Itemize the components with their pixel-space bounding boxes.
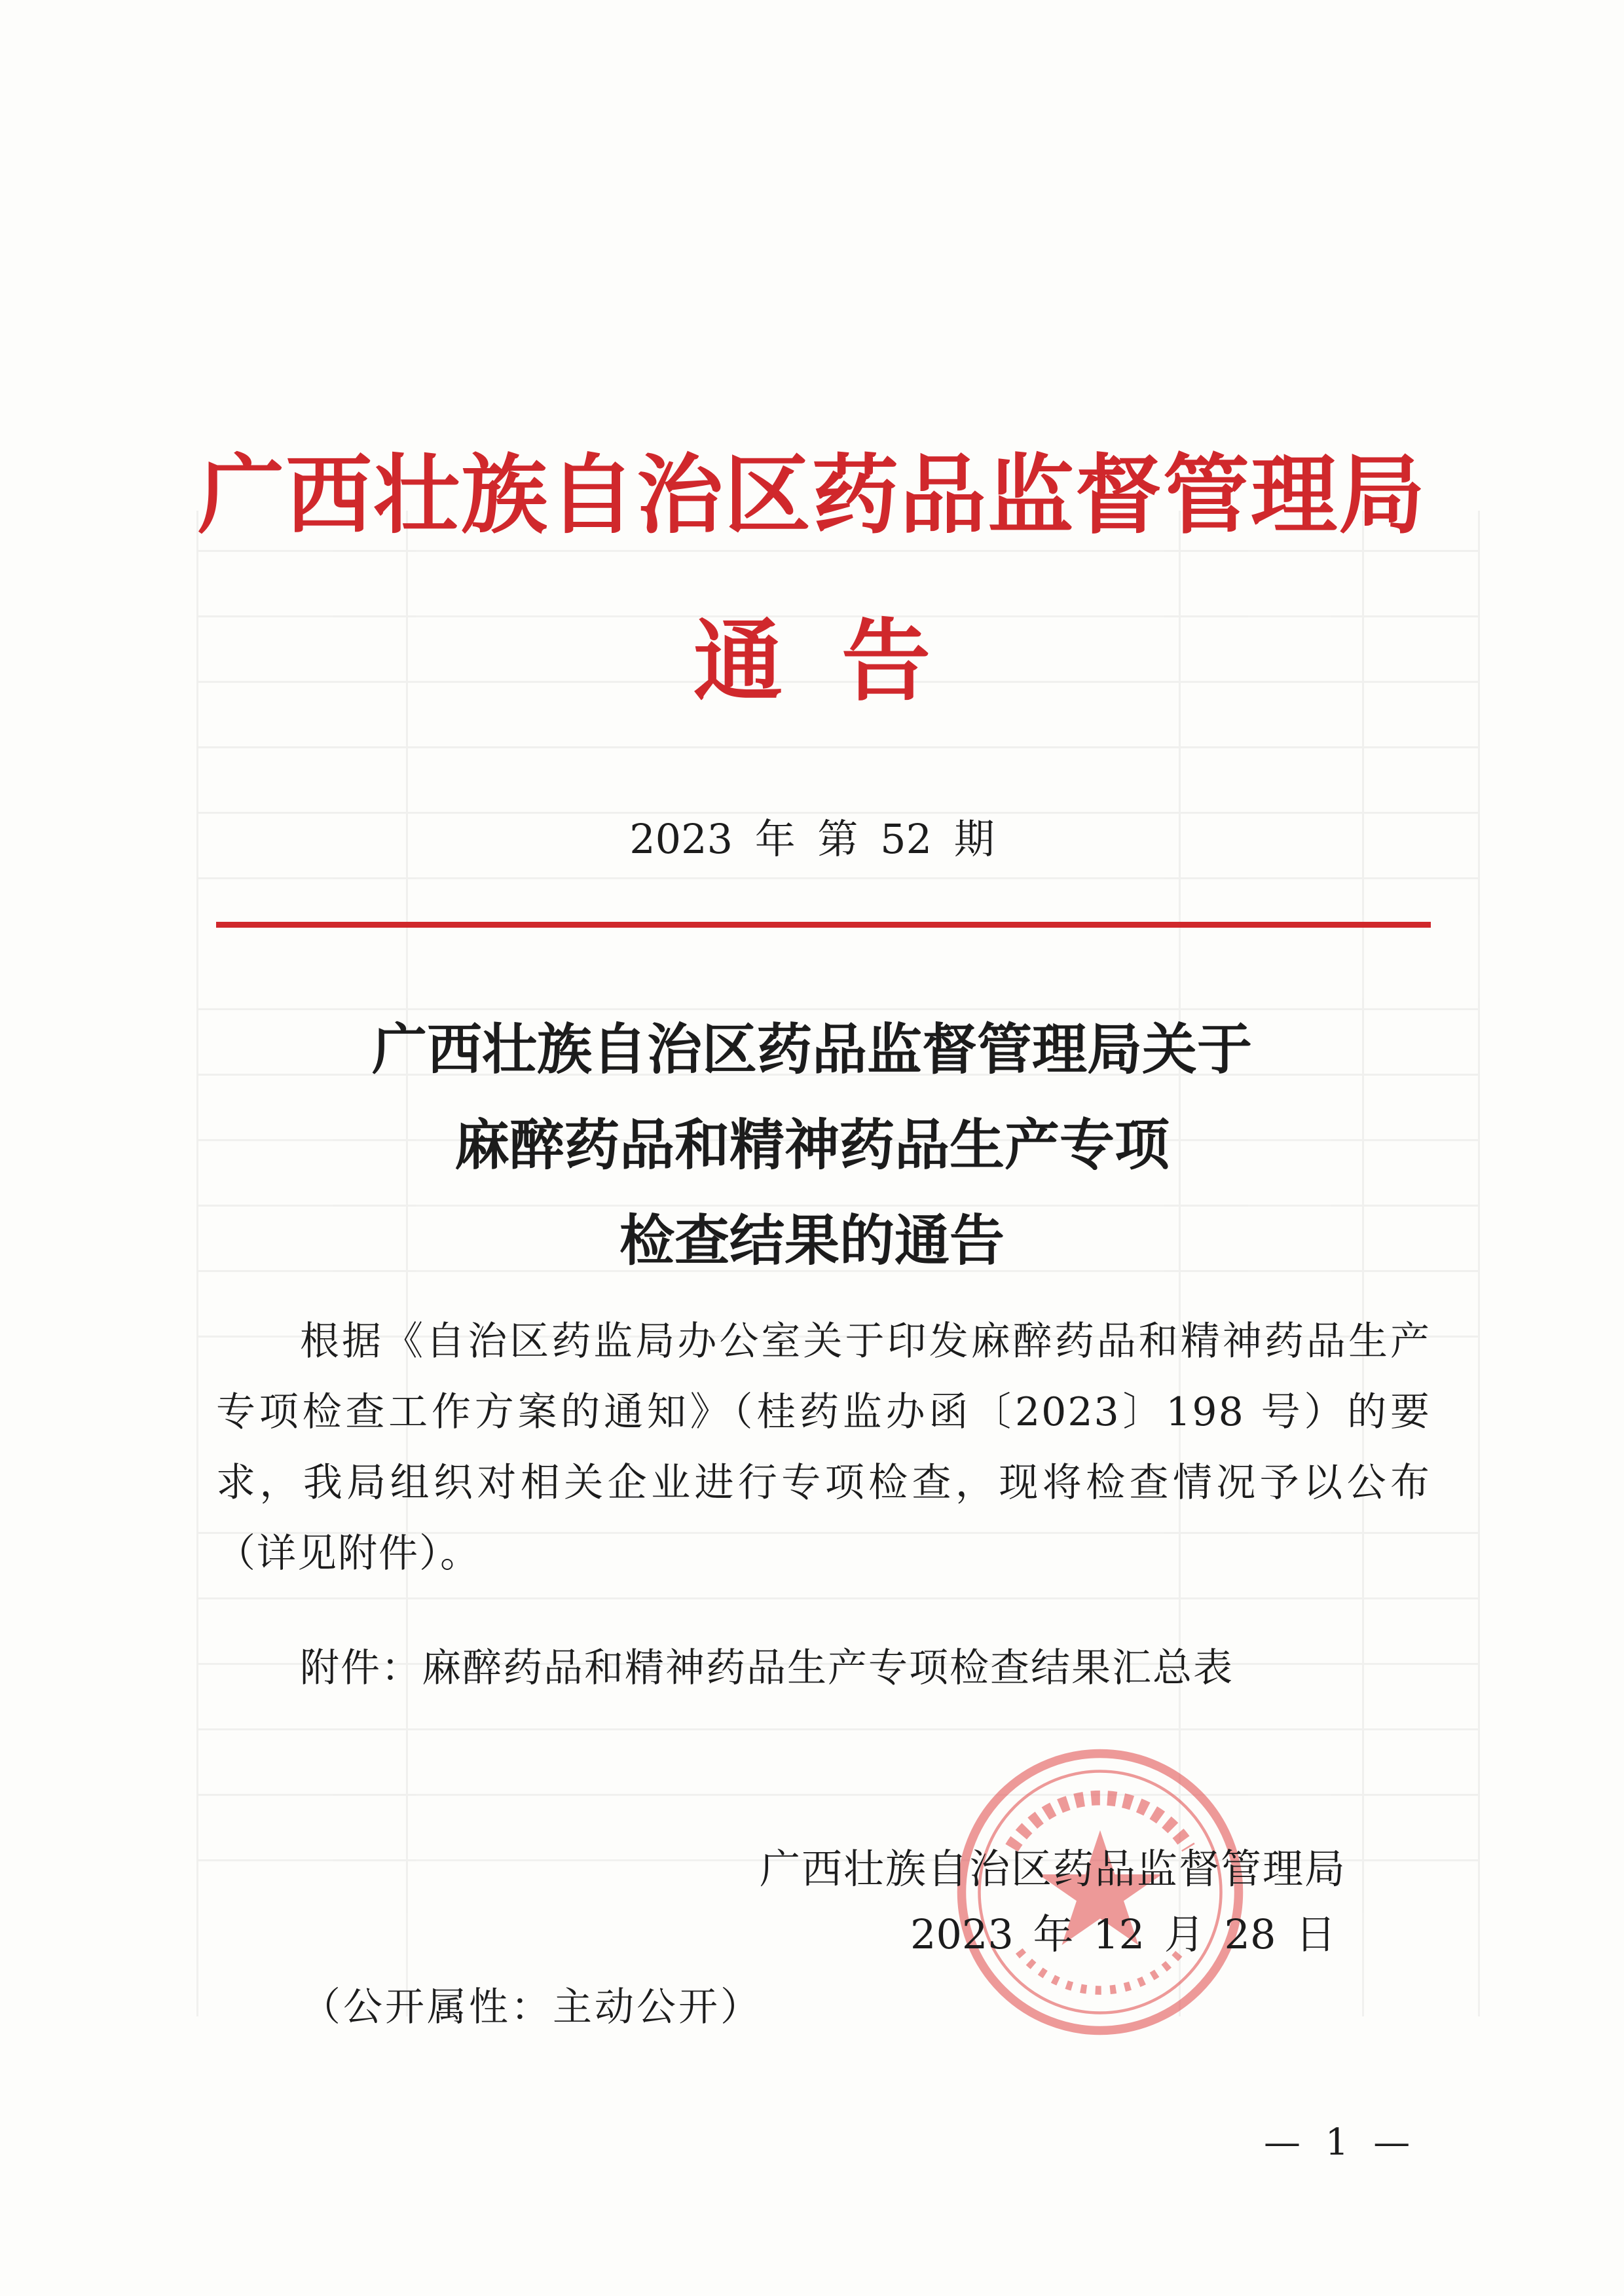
title-line-1: 广西壮族自治区药品监督管理局关于 xyxy=(371,1017,1252,1082)
page-number: — 1 — xyxy=(1264,2121,1411,2164)
disclosure-attribute: （公开属性：主动公开） xyxy=(301,1984,762,2030)
document-title xyxy=(0,1002,1624,1288)
title-line-3: 检查结果的通告 xyxy=(619,1208,1005,1273)
body-paragraph: 根据《自治区药监局办公室关于印发麻醉药品和精神药品生产专项检查工作方案的通知》（桂药监办函〔2023〕198 号）的要求，我局组织对相关企业进行专项检查，现将检查情况予以公布（详见附件）。 xyxy=(216,1319,1431,1576)
red-divider-line xyxy=(216,922,1431,928)
document-type-heading: 通告 xyxy=(693,609,989,714)
signing-date: 2023 年 12 月 28 日 xyxy=(910,1910,1337,1958)
title-line-2: 麻醉药品和精神药品生产专项 xyxy=(454,1112,1170,1177)
issue-number: 2023 年 第 52 期 xyxy=(629,815,995,863)
agency-header-title: 广西壮族自治区药品监督管理局 xyxy=(198,445,1426,546)
signing-organization: 广西壮族自治区药品监督管理局 xyxy=(760,1845,1347,1893)
attachment-note: 附件：麻醉药品和精神药品生产专项检查结果汇总表 xyxy=(300,1645,1234,1691)
